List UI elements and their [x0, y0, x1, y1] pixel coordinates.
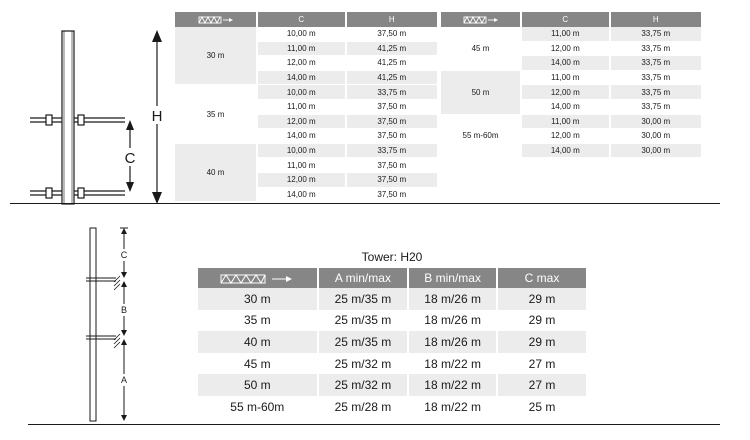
a-value: 25 m/35 m: [317, 331, 408, 353]
a-value: 25 m/35 m: [317, 288, 408, 310]
c-value: 14,00 m: [256, 188, 345, 203]
a-value: 25 m/28 m: [317, 396, 408, 418]
b-arrow-up-icon: [121, 281, 127, 287]
c-value: 14,00 m: [256, 71, 345, 86]
b-label: B: [120, 305, 128, 315]
upper-tie: [30, 115, 125, 125]
tower-mast: [90, 228, 96, 421]
boom-length-cell: 35 m: [198, 310, 317, 332]
h-value: 30,00 m: [609, 129, 701, 144]
h-value: 37,50 m: [345, 129, 437, 144]
c-value: 11,00 m: [520, 71, 609, 86]
boom-length-cell: 55 m-60m: [198, 396, 317, 418]
c-value: 29 m: [496, 310, 586, 332]
truss-arrow-icon: [198, 16, 234, 24]
c-value: 14,00 m: [520, 56, 609, 71]
c-value: 11,00 m: [256, 158, 345, 173]
h-value: 37,50 m: [345, 188, 437, 203]
c-value: 14,00 m: [520, 144, 609, 159]
a-value: 25 m/32 m: [317, 374, 408, 396]
h-value: 33,75 m: [609, 71, 701, 86]
c-arrow-down-icon: [121, 272, 127, 278]
top-left-table: [175, 12, 437, 202]
top-right-table: [441, 12, 701, 158]
col-h-header: H: [345, 12, 437, 27]
h-value: 33,75 m: [609, 56, 701, 71]
col-a-header: A min/max: [317, 268, 408, 288]
boom-length-cell: 50 m: [441, 71, 520, 115]
b-value: 18 m/26 m: [407, 331, 496, 353]
truss-arrow-icon: [463, 16, 499, 24]
c-value: 27 m: [496, 353, 586, 375]
bottom-tower-diagram: [60, 220, 190, 425]
c-value: 12,00 m: [520, 85, 609, 100]
b-value: 18 m/26 m: [407, 310, 496, 332]
c-value: 29 m: [496, 288, 586, 310]
h-value: 30,00 m: [609, 115, 701, 130]
jib-header: [198, 268, 317, 288]
c-value: 10,00 m: [256, 27, 345, 42]
c-value: 29 m: [496, 331, 586, 353]
boom-length-cell: 30 m: [175, 27, 256, 85]
a-value: 25 m/35 m: [317, 310, 408, 332]
h-value: 41,25 m: [345, 42, 437, 57]
c-value: 10,00 m: [256, 144, 345, 159]
h-arrow-up-icon: [152, 30, 162, 42]
b-value: 18 m/22 m: [407, 396, 496, 418]
jib-header: [175, 12, 256, 27]
c-value: 11,00 m: [256, 100, 345, 115]
h-value: 33,75 m: [345, 144, 437, 159]
c-value: 12,00 m: [256, 173, 345, 188]
boom-length-cell: 45 m: [441, 27, 520, 71]
lower-tie: [30, 188, 125, 198]
boom-length-cell: 55 m-60m: [441, 115, 520, 159]
col-c-header: C: [520, 12, 609, 27]
a-arrow-down-icon: [121, 415, 127, 421]
c-label: C: [120, 250, 128, 260]
truss-arrow-icon: [220, 273, 294, 285]
c-value: 25 m: [496, 396, 586, 418]
h-value: 33,75 m: [609, 42, 701, 57]
col-c-header: C max: [496, 268, 586, 288]
bottom-divider-line: [28, 424, 720, 425]
col-h-header: H: [609, 12, 701, 27]
boom-length-cell: 45 m: [198, 353, 317, 375]
boom-length-cell: 50 m: [198, 374, 317, 396]
b-value: 18 m/22 m: [407, 353, 496, 375]
c-arrow-up-icon: [121, 228, 127, 234]
c-value: 12,00 m: [520, 129, 609, 144]
c-value: 27 m: [496, 374, 586, 396]
top-divider-line: [10, 203, 720, 204]
a-arrow-up-icon: [121, 339, 127, 345]
h-value: 30,00 m: [609, 144, 701, 159]
c-label: C: [124, 150, 136, 167]
c-value: 11,00 m: [520, 115, 609, 130]
col-c-header: C: [256, 12, 345, 27]
h-label: H: [151, 108, 163, 125]
h-value: 37,50 m: [345, 158, 437, 173]
h-value: 33,75 m: [345, 85, 437, 100]
a-label: A: [120, 375, 128, 385]
h-value: 33,75 m: [609, 100, 701, 115]
c-value: 12,00 m: [520, 42, 609, 57]
boom-length-cell: 35 m: [175, 85, 256, 143]
top-tower-diagram: [0, 0, 175, 210]
c-value: 12,00 m: [256, 115, 345, 130]
col-b-header: B min/max: [407, 268, 496, 288]
c-value: 11,00 m: [256, 42, 345, 57]
h-value: 41,25 m: [345, 71, 437, 86]
h-value: 33,75 m: [609, 85, 701, 100]
b-value: 18 m/22 m: [407, 374, 496, 396]
c-value: 14,00 m: [520, 100, 609, 115]
boom-length-cell: 40 m: [198, 331, 317, 353]
h-value: 37,50 m: [345, 115, 437, 130]
c-value: 12,00 m: [256, 56, 345, 71]
h-value: 37,50 m: [345, 27, 437, 42]
bottom-table: [198, 268, 586, 418]
boom-length-cell: 40 m: [175, 144, 256, 202]
h-value: 37,50 m: [345, 100, 437, 115]
b-arrow-down-icon: [121, 330, 127, 336]
c-arrow-up-icon: [126, 120, 134, 130]
h-value: 33,75 m: [609, 27, 701, 42]
c-value: 14,00 m: [256, 129, 345, 144]
c-value: 11,00 m: [520, 27, 609, 42]
jib-header: [441, 12, 520, 27]
c-arrow-down-icon: [126, 182, 134, 192]
a-value: 25 m/32 m: [317, 353, 408, 375]
h-value: 41,25 m: [345, 56, 437, 71]
c-value: 10,00 m: [256, 85, 345, 100]
h-value: 37,50 m: [345, 173, 437, 188]
tower-title: Tower: H20: [361, 250, 423, 264]
b-value: 18 m/26 m: [407, 288, 496, 310]
boom-length-cell: 30 m: [198, 288, 317, 310]
